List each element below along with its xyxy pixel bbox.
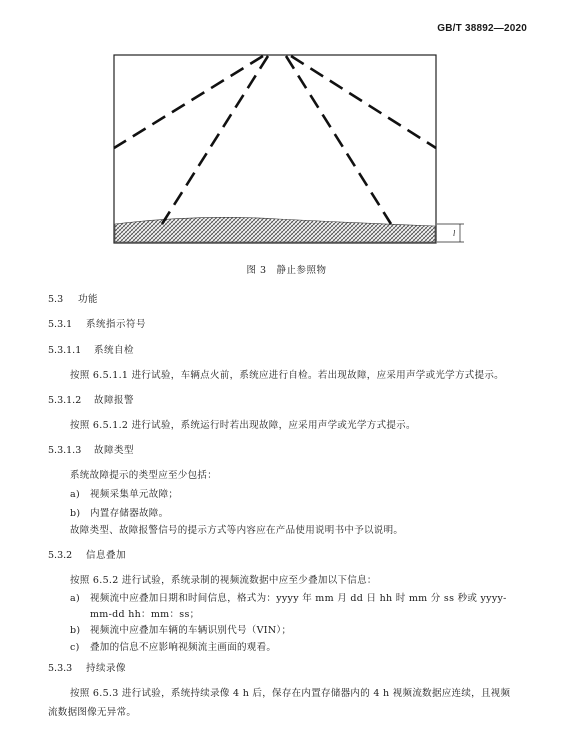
list-item-text: 内置存储器故障。	[90, 508, 169, 519]
section-number: 5.3.1.2	[48, 395, 82, 406]
section-title: 故障类型	[94, 445, 135, 456]
section-title: 持续录像	[86, 663, 127, 674]
section-number: 5.3.1.1	[48, 345, 82, 356]
section-heading-5-3-2	[48, 550, 126, 562]
list-marker: a)	[70, 489, 80, 500]
list-item	[70, 625, 291, 637]
figure-caption	[0, 262, 573, 276]
list-item	[70, 642, 276, 654]
section-title: 功能	[78, 294, 99, 305]
dimension-marker	[437, 224, 464, 242]
paragraph-5-3-1-2: 按照 6.5.1.2 进行试验，系统运行时若出现故障，应采用声学或光学方式提示。	[70, 420, 416, 431]
section-heading-5-3	[48, 294, 98, 306]
list-item	[70, 593, 507, 605]
section-number: 5.3.3	[48, 663, 73, 674]
section-heading-5-3-1-2	[48, 395, 134, 407]
reference-figure-drawing	[108, 46, 468, 244]
lane-line-right-inner	[286, 56, 391, 224]
section-heading-5-3-1-3	[48, 445, 134, 457]
section-title: 信息叠加	[86, 550, 127, 561]
list-item-text: 视频流中应叠加车辆的车辆识别代号（VIN）；	[90, 625, 292, 636]
lane-line-left-outer	[114, 56, 263, 148]
section-number: 5.3.2	[48, 550, 73, 561]
paragraph-5-3-3-line-2: 流数据图像无异常。	[48, 707, 137, 718]
section-title: 系统自检	[94, 345, 135, 356]
list-marker: c)	[70, 642, 80, 653]
section-title: 故障报警	[94, 395, 135, 406]
frame-border	[114, 55, 436, 243]
list-item-text: 视频流中应叠加日期和时间信息，格式为：yyyy 年 mm 月 dd 日 hh 时 mm 分 ss 秒或 yyyy-	[90, 593, 507, 604]
list-item-text: 叠加的信息不应影响视频流主画面的观看。	[90, 642, 277, 653]
standard-code: GB/T 38892—2020	[437, 23, 527, 34]
section-heading-5-3-1-1	[48, 345, 134, 357]
list-marker: b)	[70, 625, 81, 636]
lane-line-right-outer	[291, 56, 436, 148]
list-marker: b)	[70, 508, 81, 519]
lane-line-left-inner	[162, 56, 268, 224]
section-heading-5-3-1	[48, 319, 146, 331]
paragraph-5-3-1-1: 按照 6.5.1.1 进行试验，车辆点火前，系统应进行自检。若出现故障，应采用声学或光学方式提示。	[70, 370, 504, 381]
list-marker: a)	[70, 593, 80, 604]
section-number: 5.3	[48, 294, 64, 305]
dimension-label: l	[453, 229, 456, 238]
section-title: 系统指示符号	[86, 319, 147, 330]
list-item-continuation: mm-dd hh：mm：ss；	[90, 609, 200, 620]
paragraph-5-3-1-3-intro: 系统故障提示的类型应至少包括：	[70, 470, 218, 481]
caption-number: 图 3	[246, 265, 267, 276]
section-heading-5-3-3	[48, 663, 126, 675]
section-number: 5.3.1	[48, 319, 73, 330]
list-item	[70, 489, 178, 501]
section-number: 5.3.1.3	[48, 445, 82, 456]
reference-figure	[108, 46, 468, 244]
paragraph-5-3-2-intro: 按照 6.5.2 进行试验，系统录制的视频流数据中应至少叠加以下信息：	[70, 575, 377, 586]
caption-title: 静止参照物	[276, 265, 327, 276]
paragraph-5-3-3-line-1: 按照 6.5.3 进行试验，系统持续录像 4 h 后，保存在内置存储器内的 4 h 视频流数据应连续，且视频	[70, 688, 511, 699]
list-item	[70, 508, 168, 520]
list-item-text: 视频采集单元故障；	[90, 489, 179, 500]
paragraph-5-3-1-3-after: 故障类型、故障报警信号的提示方式等内容应在产品使用说明书中予以说明。	[70, 525, 404, 536]
